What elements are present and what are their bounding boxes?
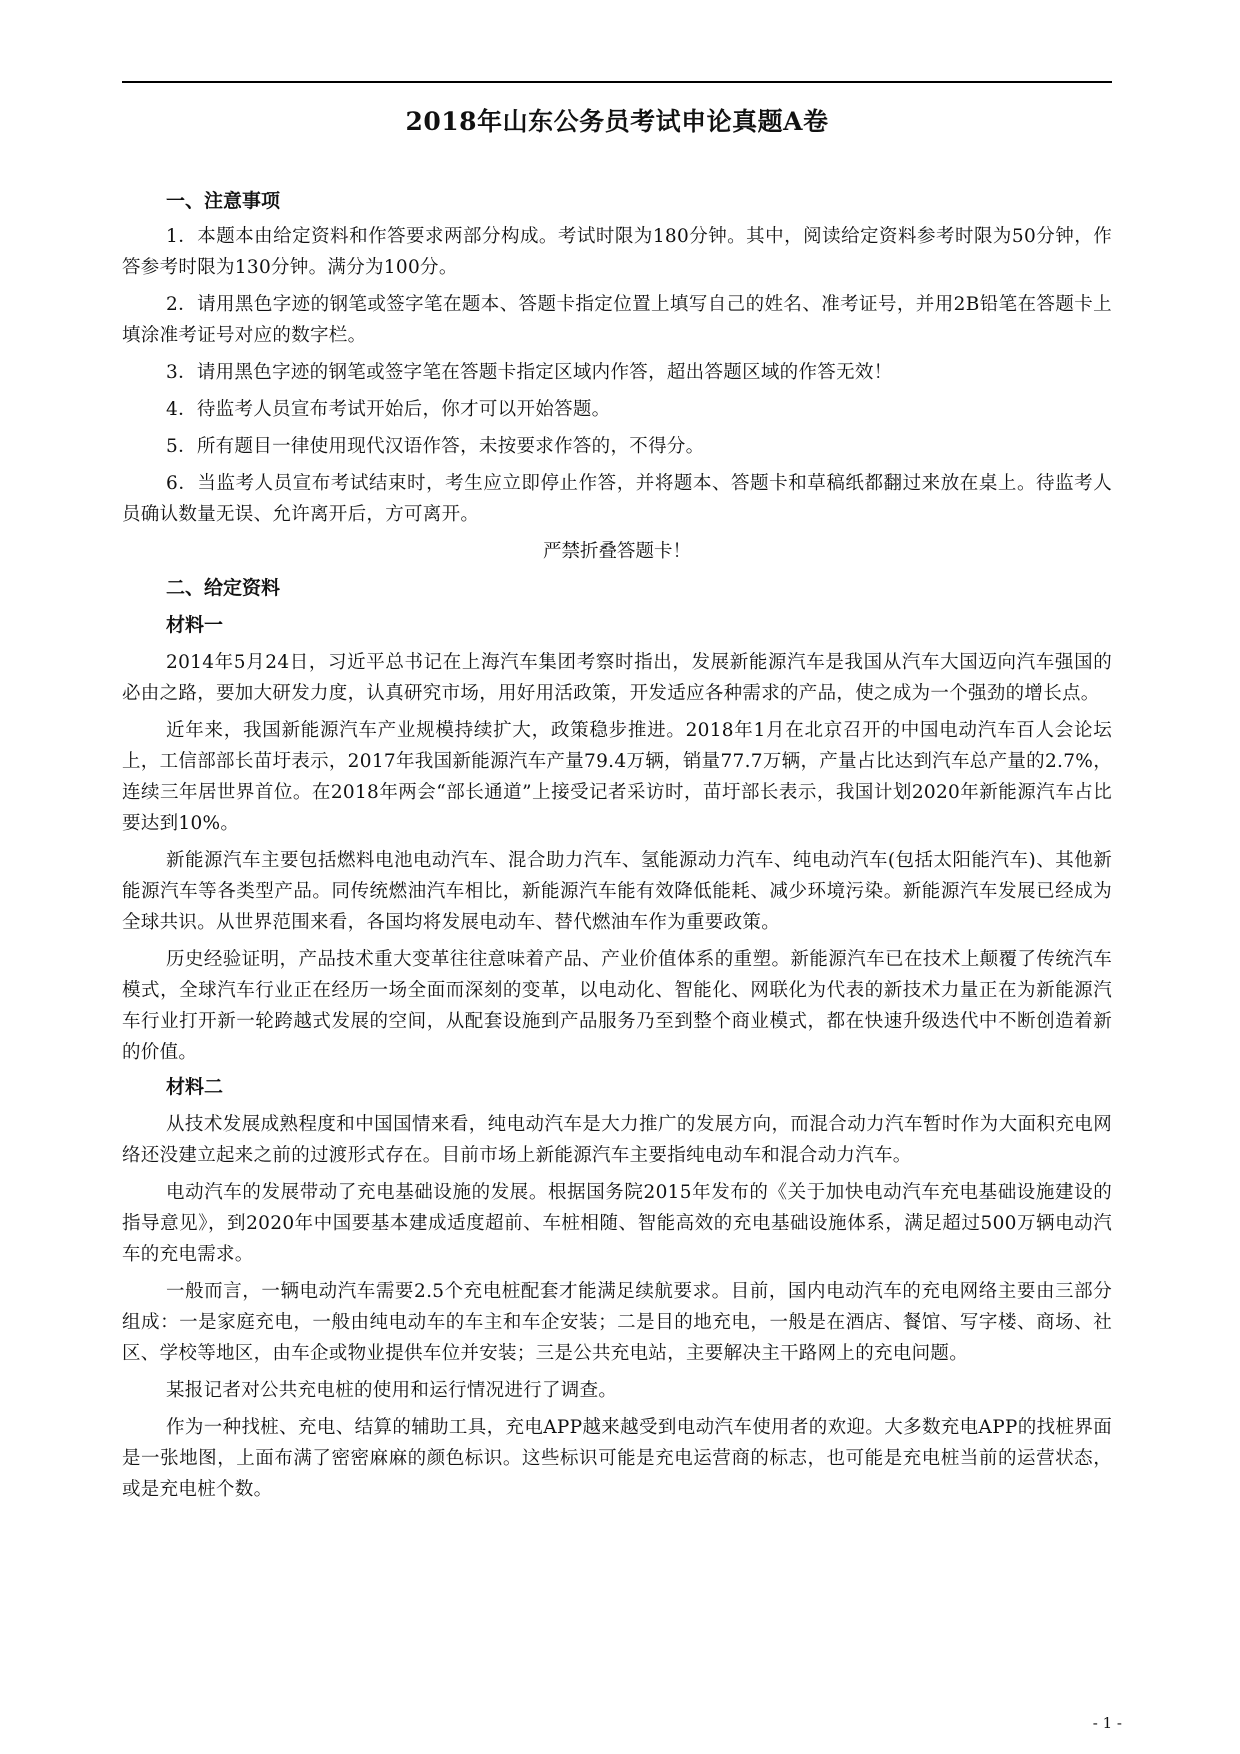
material-2-paragraph: 作为一种找桩、充电、结算的辅助工具，充电APP越来越受到电动汽车使用者的欢迎。大多数充电APP的找桩界面是一张地图，上面布满了密密麻麻的颜色标识。这些标识可能是充电运营商的标志，也可能是充电桩当前的运营状态，或是充电桩个数。: [122, 1417, 1112, 1500]
header-rule: [122, 81, 1112, 83]
document-title: 2018年山东公务员考试申论真题A卷: [405, 107, 829, 136]
note-item-1: 1．本题本由给定资料和作答要求两部分构成。考试时限为180分钟。其中，阅读给定资料参考时限为50分钟，作答参考时限为130分钟。满分为100分。: [122, 226, 1112, 278]
note-item-2: 2．请用黑色字迹的钢笔或签字笔在题本、答题卡指定位置上填写自己的姓名、准考证号，并用2B铅笔在答题卡上填涂准考证号对应的数字栏。: [122, 294, 1112, 346]
material-1-heading: 材料一: [166, 614, 224, 636]
material-1-paragraph: 2014年5月24日，习近平总书记在上海汽车集团考察时指出，发展新能源汽车是我国从汽车大国迈向汽车强国的必由之路，要加大研发力度，认真研究市场，用好用活政策，开发适应各种需求的产品，使之成为一个强劲的增长点。: [122, 652, 1112, 704]
material-1-paragraph: 历史经验证明，产品技术重大变革往往意味着产品、产业价值体系的重塑。新能源汽车已在技术上颠覆了传统汽车模式，全球汽车行业正在经历一场全面而深刻的变革，以电动化、智能化、网联化为代表的新技术力量正在为新能源汽车行业打开新一轮跨越式发展的空间，从配套设施到产品服务乃至到整个商业模式，都在快速升级迭代中不断创造着新的价值。: [122, 949, 1112, 1063]
note-item-4: 4．待监考人员宣布考试开始后，你才可以开始答题。: [166, 399, 611, 420]
material-1-paragraph: 新能源汽车主要包括燃料电池电动汽车、混合助力汽车、氢能源动力汽车、纯电动汽车(包括太阳能汽车)、其他新能源汽车等各类型产品。同传统燃油汽车相比，新能源汽车能有效降低能耗、减少环境污染。新能源汽车发展已经成为全球共识。从世界范围来看，各国均将发展电动车、替代燃油车作为重要政策。: [122, 850, 1112, 933]
material-2-paragraph: 一般而言，一辆电动汽车需要2.5个充电桩配套才能满足续航要求。目前，国内电动汽车的充电网络主要由三部分组成：一是家庭充电，一般由纯电动车的车主和车企安装；二是目的地充电，一般是在酒店、餐馆、写字楼、商场、社区、学校等地区，由车企或物业提供车位并安装；三是公共充电站，主要解决主干路网上的充电问题。: [122, 1281, 1112, 1364]
material-2-heading: 材料二: [166, 1076, 224, 1098]
document-body: [122, 186, 1112, 1505]
section-heading-materials: 二、给定资料: [166, 577, 281, 599]
material-2-paragraph: 某报记者对公共充电桩的使用和运行情况进行了调查。: [166, 1380, 618, 1401]
material-2-paragraph: 从技术发展成熟程度和中国国情来看，纯电动汽车是大力推广的发展方向，而混合动力汽车暂时作为大面积充电网络还没建立起来之前的过渡形式存在。目前市场上新能源汽车主要指纯电动车和混合动力汽车。: [122, 1114, 1112, 1166]
material-1-paragraph: 近年来，我国新能源汽车产业规模持续扩大，政策稳步推进。2018年1月在北京召开的中国电动汽车百人会论坛上，工信部部长苗圩表示，2017年我国新能源汽车产量79.4万辆，销量77.7万辆，产量占比达到汽车总产量的2.7%，连续三年居世界首位。在2018年两会“部长通道”上接受记者采访时，苗圩部长表示，我国计划2020年新能源汽车占比要达到10%。: [122, 720, 1112, 834]
material-2-paragraph: 电动汽车的发展带动了充电基础设施的发展。根据国务院2015年发布的《关于加快电动汽车充电基础设施建设的指导意见》，到2020年中国要基本建成适度超前、车桩相随、智能高效的充电基础设施体系，满足超过500万辆电动汽车的充电需求。: [122, 1182, 1112, 1265]
section-heading-notes: 一、注意事项: [166, 190, 281, 212]
note-item-5: 5．所有题目一律使用现代汉语作答，未按要求作答的，不得分。: [166, 436, 705, 457]
note-item-3: 3．请用黑色字迹的钢笔或签字笔在答题卡指定区域内作答，超出答题区域的作答无效！: [166, 362, 893, 383]
page-number: - 1 -: [1092, 1714, 1122, 1732]
no-folding-notice: 严禁折叠答题卡！: [542, 541, 691, 562]
note-item-6: 6．当监考人员宣布考试结束时，考生应立即停止作答，并将题本、答题卡和草稿纸都翻过来放在桌上。待监考人员确认数量无误、允许离开后，方可离开。: [122, 473, 1112, 525]
